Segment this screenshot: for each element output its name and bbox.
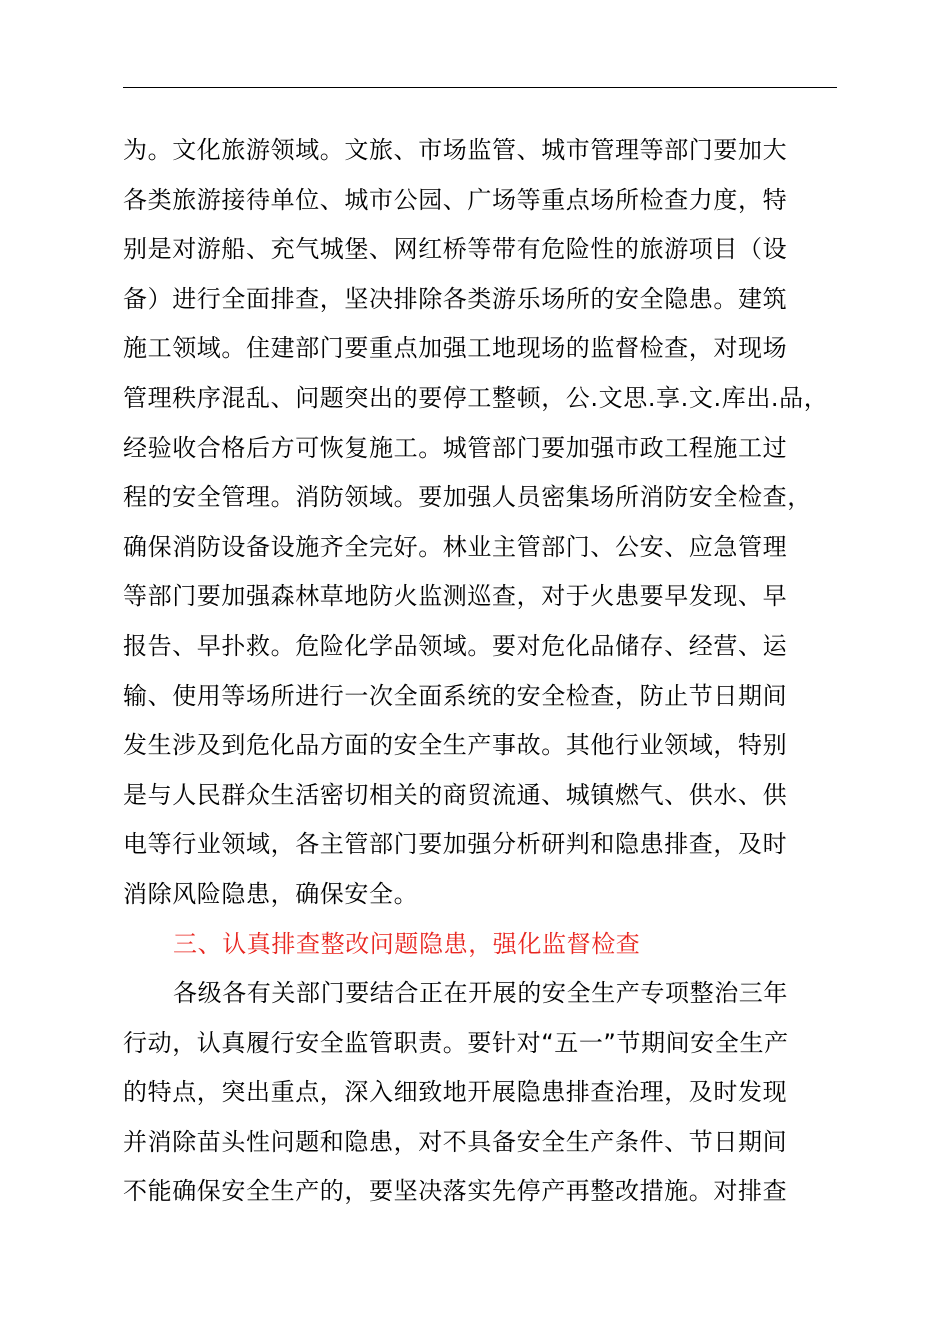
paragraph-line: 各类旅游接待单位、城市公园、广场等重点场所检查力度，特 [123, 185, 788, 214]
paragraph-line: 别是对游船、充气城堡、网红桥等带有危险性的旅游项目（设 [123, 235, 788, 264]
paragraph-line: 确保消防设备设施齐全完好。林业主管部门、公安、应急管理 [123, 532, 788, 561]
section-paragraph-line: 行动，认真履行安全监管职责。要针对“五一”节期间安全生产 [123, 1028, 789, 1057]
section-paragraph-line: 不能确保安全生产的，要坚决落实先停产再整改措施。对排查 [123, 1177, 788, 1206]
header-rule [123, 87, 837, 88]
paragraph-line: 管理秩序混乱、问题突出的要停工整顿，公.文思.享.文.库出.品， [123, 383, 829, 412]
paragraph-line: 消除风险隐患，确保安全。 [123, 879, 419, 908]
paragraph-line: 程的安全管理。消防领域。要加强人员密集场所消防安全检查， [123, 483, 812, 512]
paragraph-line: 备）进行全面排查，坚决排除各类游乐场所的安全隐患。建筑 [123, 284, 788, 313]
paragraph-line: 输、使用等场所进行一次全面系统的安全检查，防止节日期间 [123, 681, 788, 710]
section-paragraph-line: 的特点，突出重点，深入细致地开展隐患排查治理，及时发现 [123, 1078, 788, 1107]
document-body [123, 126, 843, 1217]
paragraph-line: 电等行业领域，各主管部门要加强分析研判和隐患排查，及时 [123, 830, 788, 859]
paragraph-line: 施工领域。住建部门要重点加强工地现场的监督检查，对现场 [123, 334, 788, 363]
section-paragraph-line: 各级各有关部门要结合正在开展的安全生产专项整治三年 [173, 979, 788, 1008]
paragraph-line: 为。文化旅游领域。文旅、市场监管、城市管理等部门要加大 [123, 136, 788, 164]
paragraph-line: 报告、早扑救。危险化学品领域。要对危化品储存、经营、运 [123, 631, 788, 660]
paragraph-line: 发生涉及到危化品方面的安全生产事故。其他行业领域，特别 [123, 731, 788, 760]
section-heading: 三、认真排查整改问题隐患，强化监督检查 [173, 929, 641, 958]
section-paragraph-line: 并消除苗头性问题和隐患，对不具备安全生产条件、节日期间 [123, 1127, 788, 1156]
paragraph-line: 是与人民群众生活密切相关的商贸流通、城镇燃气、供水、供 [123, 780, 788, 809]
paragraph-line: 等部门要加强森林草地防火监测巡查，对于火患要早发现、早 [123, 582, 788, 611]
paragraph-line: 经验收合格后方可恢复施工。城管部门要加强市政工程施工过 [123, 433, 788, 462]
